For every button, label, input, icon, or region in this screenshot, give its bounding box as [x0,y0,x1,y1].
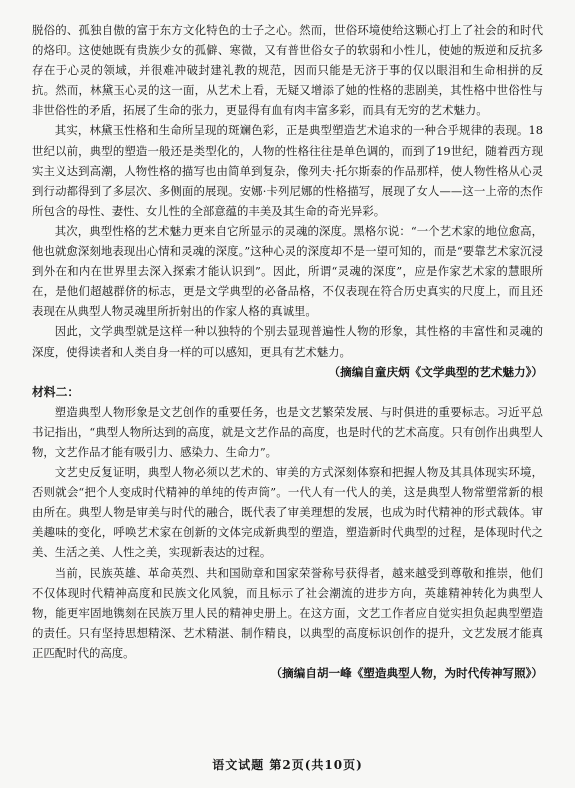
paragraph-6: 文艺史反复证明，典型人物必须以艺术的、审美的方式深刻体察和把握人物及其具体现实环境，否则就会“把个人变成时代精神的单纯的传声筒”。一代人有一代人的美，这是典型人物常塑常新的根由所在。典型人物是审美与时代的融合，既代表了审美理想的发展，也成为时代精神的形式载体。审美趣味的变化，呼唤艺术家在创新的文体完成新典型的塑造，塑造新时代典型的过程，是体现时代之美、生活之美、人性之美，实现新表达的过程。 [32,465,543,560]
section-heading-material-2: 材料二： [32,384,80,399]
page-footer: 语文试题 第2页(共10页) [212,758,363,772]
paragraph-2: 其实，林黛玉性格和生命所呈现的斑斓色彩，正是典型塑造艺术追求的一种合乎规律的表现。18世纪以前，典型的塑造一般还是类型化的，人物的性格往往是单色调的，而到了19世纪，随着西方现实主义达到高潮，人物性格的描写也由简单到复杂，像列夫·托尔斯泰的作品那样，使人物性格从心灵到行动都得到了多层次、多侧面的展现。安娜·卡列尼娜的性格描写，展现了女人——这一上帝的杰作所包含的母性、妻性、女儿性的全部意蕴的丰美及其生命的奇光异彩。 [32,123,543,218]
source-citation-2: （摘编自胡一峰《塑造典型人物，为时代传神写照》） [270,666,543,680]
paragraph-7: 当前，民族英雄、革命英烈、共和国勋章和国家荣誉称号获得者，越来越受到尊敬和推崇，他们不仅体现时代精神高度和民族文化风貌，而且标示了社会潮流的进步方向，英雄精神转化为典型人物，能更牢固地镌刻在民族万里人民的精神史册上。在这方面，文艺工作者应自觉实担负起典型塑造的责任。只有坚持思想精深、艺术精湛、制作精良，以典型的高度标识创作的提升，文艺发展才能真正匹配时代的高度。 [32,565,543,660]
paragraph-4: 因此，文学典型就是这样一种以独特的个别去显现普遍性人物的形象，其性格的丰富性和灵魂的深度，使得读者和人类自身一样的可以感知，更具有艺术魅力。 [32,324,543,359]
paragraph-5: 塑造典型人物形象是文艺创作的重要任务，也是文艺繁荣发展、与时俱进的重要标志。习近平总书记指出，“典型人物所达到的高度，就是文艺作品的高度，也是时代的艺术高度。只有创作出典型人物，文艺作品才能有吸引力、感染力、生命力”。 [32,404,543,459]
source-citation-1: （摘编自童庆炳《文学典型的艺术魅力》） [328,364,543,379]
paragraph-1: 脱俗的、孤独自傲的富于东方文化特色的士子之心。然而，世俗环境使给这颗心打上了社会的和时代的烙印。这使她既有贵族少女的孤僻、寒微，又有普世俗女子的软弱和小性儿，使她的叛逆和反抗多存在于心灵的领域，并很难冲破封建礼教的规范，因而只能是无济于事的仅以眼泪和生命相拼的反抗。然而，林黛玉心灵的这一面，从艺术上看，无疑又增添了她的性格的悲剧美，其性格中世俗性与非世俗性的矛盾，拓展了生命的张力，更显得有血有肉丰富多彩，而具有无穷的艺术魅力。 [32,23,543,118]
paragraph-3: 其次，典型性格的艺术魅力更来自它所显示的灵魂的深度。黑格尔说：“一个艺术家的地位愈高，他也就愈深刻地表现出心情和灵魂的深度。”这种心灵的深度却不是一望可知的，而是“要靠艺术家沉浸到外在和内在世界里去深入探索才能认识到”。因此，所谓“灵魂的深度”，应是作家艺术家的慧眼所在，是他们超越群侪的标志，更是文学典型的必备品格，不仅表现在符合历史真实的尺度上，而且还表现在从典型人物灵魂里所折射出的作家人格的真诚里。 [32,223,543,319]
